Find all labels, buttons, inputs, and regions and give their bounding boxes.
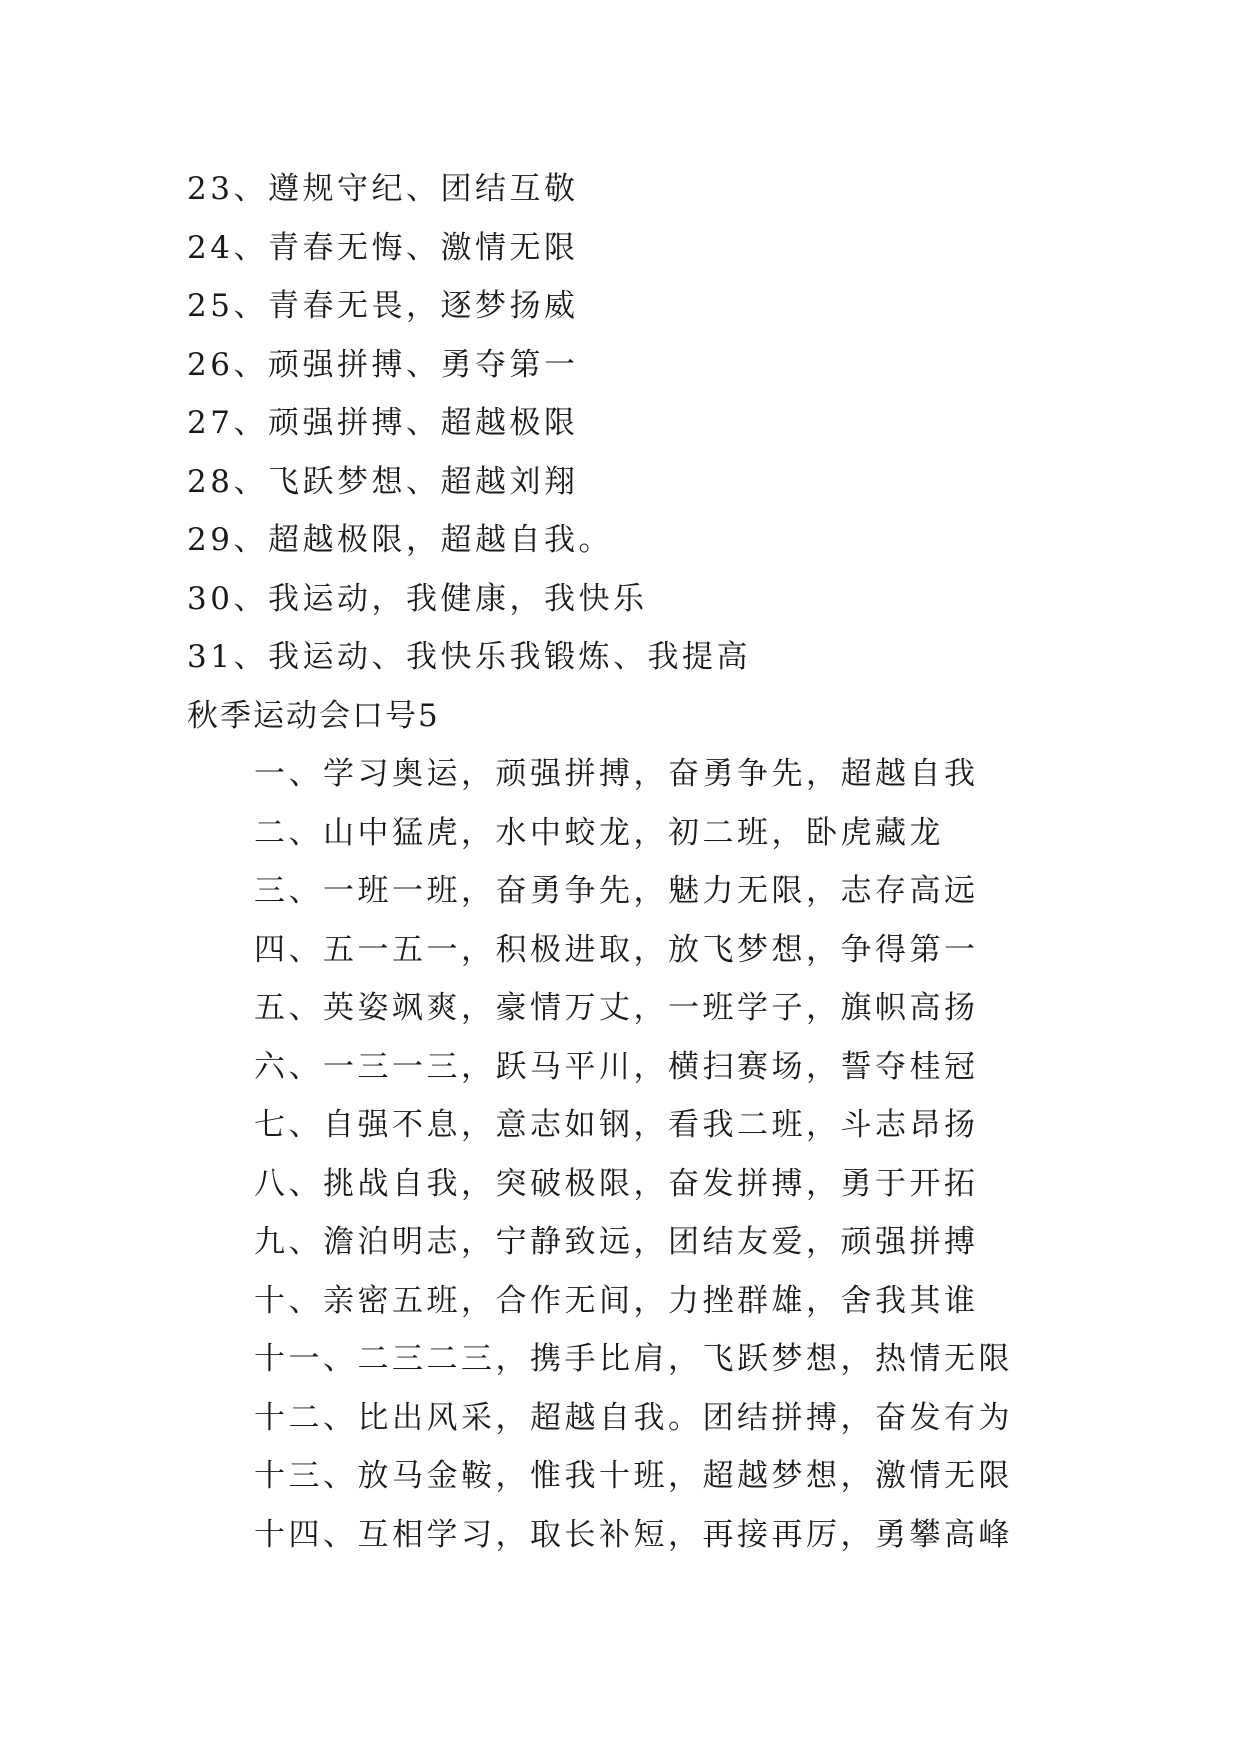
numbered-line: 27、顽强拼搏、超越极限 <box>187 405 579 441</box>
slogan-line: 二、山中猛虎，水中蛟龙，初二班，卧虎藏龙 <box>254 814 944 851</box>
slogan-line: 十四、互相学习，取长补短，再接再厉，勇攀高峰 <box>254 1516 1013 1553</box>
slogan-line: 三、一班一班，奋勇争先，魅力无限，志存高远 <box>254 873 979 909</box>
slogan-line: 七、自强不息，意志如钢，看我二班，斗志昂扬 <box>254 1107 979 1143</box>
numbered-line: 30、我运动，我健康，我快乐 <box>187 580 648 617</box>
slogan-line: 十一、二三二三，携手比肩，飞跃梦想，热情无限 <box>254 1341 1013 1377</box>
slogan-line: 八、挑战自我，突破极限，奋发拼搏，勇于开拓 <box>254 1165 979 1202</box>
section-heading: 秋季运动会口号5 <box>187 697 440 734</box>
numbered-line: 31、我运动、我快乐我锻炼、我提高 <box>187 639 751 675</box>
numbered-line: 28、飞跃梦想、超越刘翔 <box>187 463 579 500</box>
text-block <box>187 160 1087 1564</box>
numbered-line: 24、青春无悔、激情无限 <box>187 229 579 266</box>
slogan-line: 五、英姿飒爽，豪情万丈，一班学子，旗帜高扬 <box>254 990 979 1026</box>
numbered-line: 26、顽强拼搏、勇夺第一 <box>187 346 579 383</box>
slogan-line: 十二、比出风采，超越自我。团结拼搏，奋发有为 <box>254 1399 1013 1436</box>
numbered-line: 23、遵规守纪、团结互敬 <box>187 171 579 207</box>
numbered-line: 29、超越极限，超越自我。 <box>187 522 613 558</box>
slogan-line: 六、一三一三，跃马平川，横扫赛场，誓夺桂冠 <box>254 1048 979 1085</box>
slogan-line: 十、亲密五班，合作无间，力挫群雄，舍我其谁 <box>254 1282 979 1319</box>
slogan-line: 十三、放马金鞍，惟我十班，超越梦想，激情无限 <box>254 1458 1013 1494</box>
numbered-line: 25、青春无畏，逐梦扬威 <box>187 288 579 324</box>
slogan-line: 四、五一五一，积极进取，放飞梦想，争得第一 <box>254 931 979 968</box>
slogan-line: 九、澹泊明志，宁静致远，团结友爱，顽强拼搏 <box>254 1224 979 1260</box>
slogan-line: 一、学习奥运，顽强拼搏，奋勇争先，超越自我 <box>254 756 979 792</box>
